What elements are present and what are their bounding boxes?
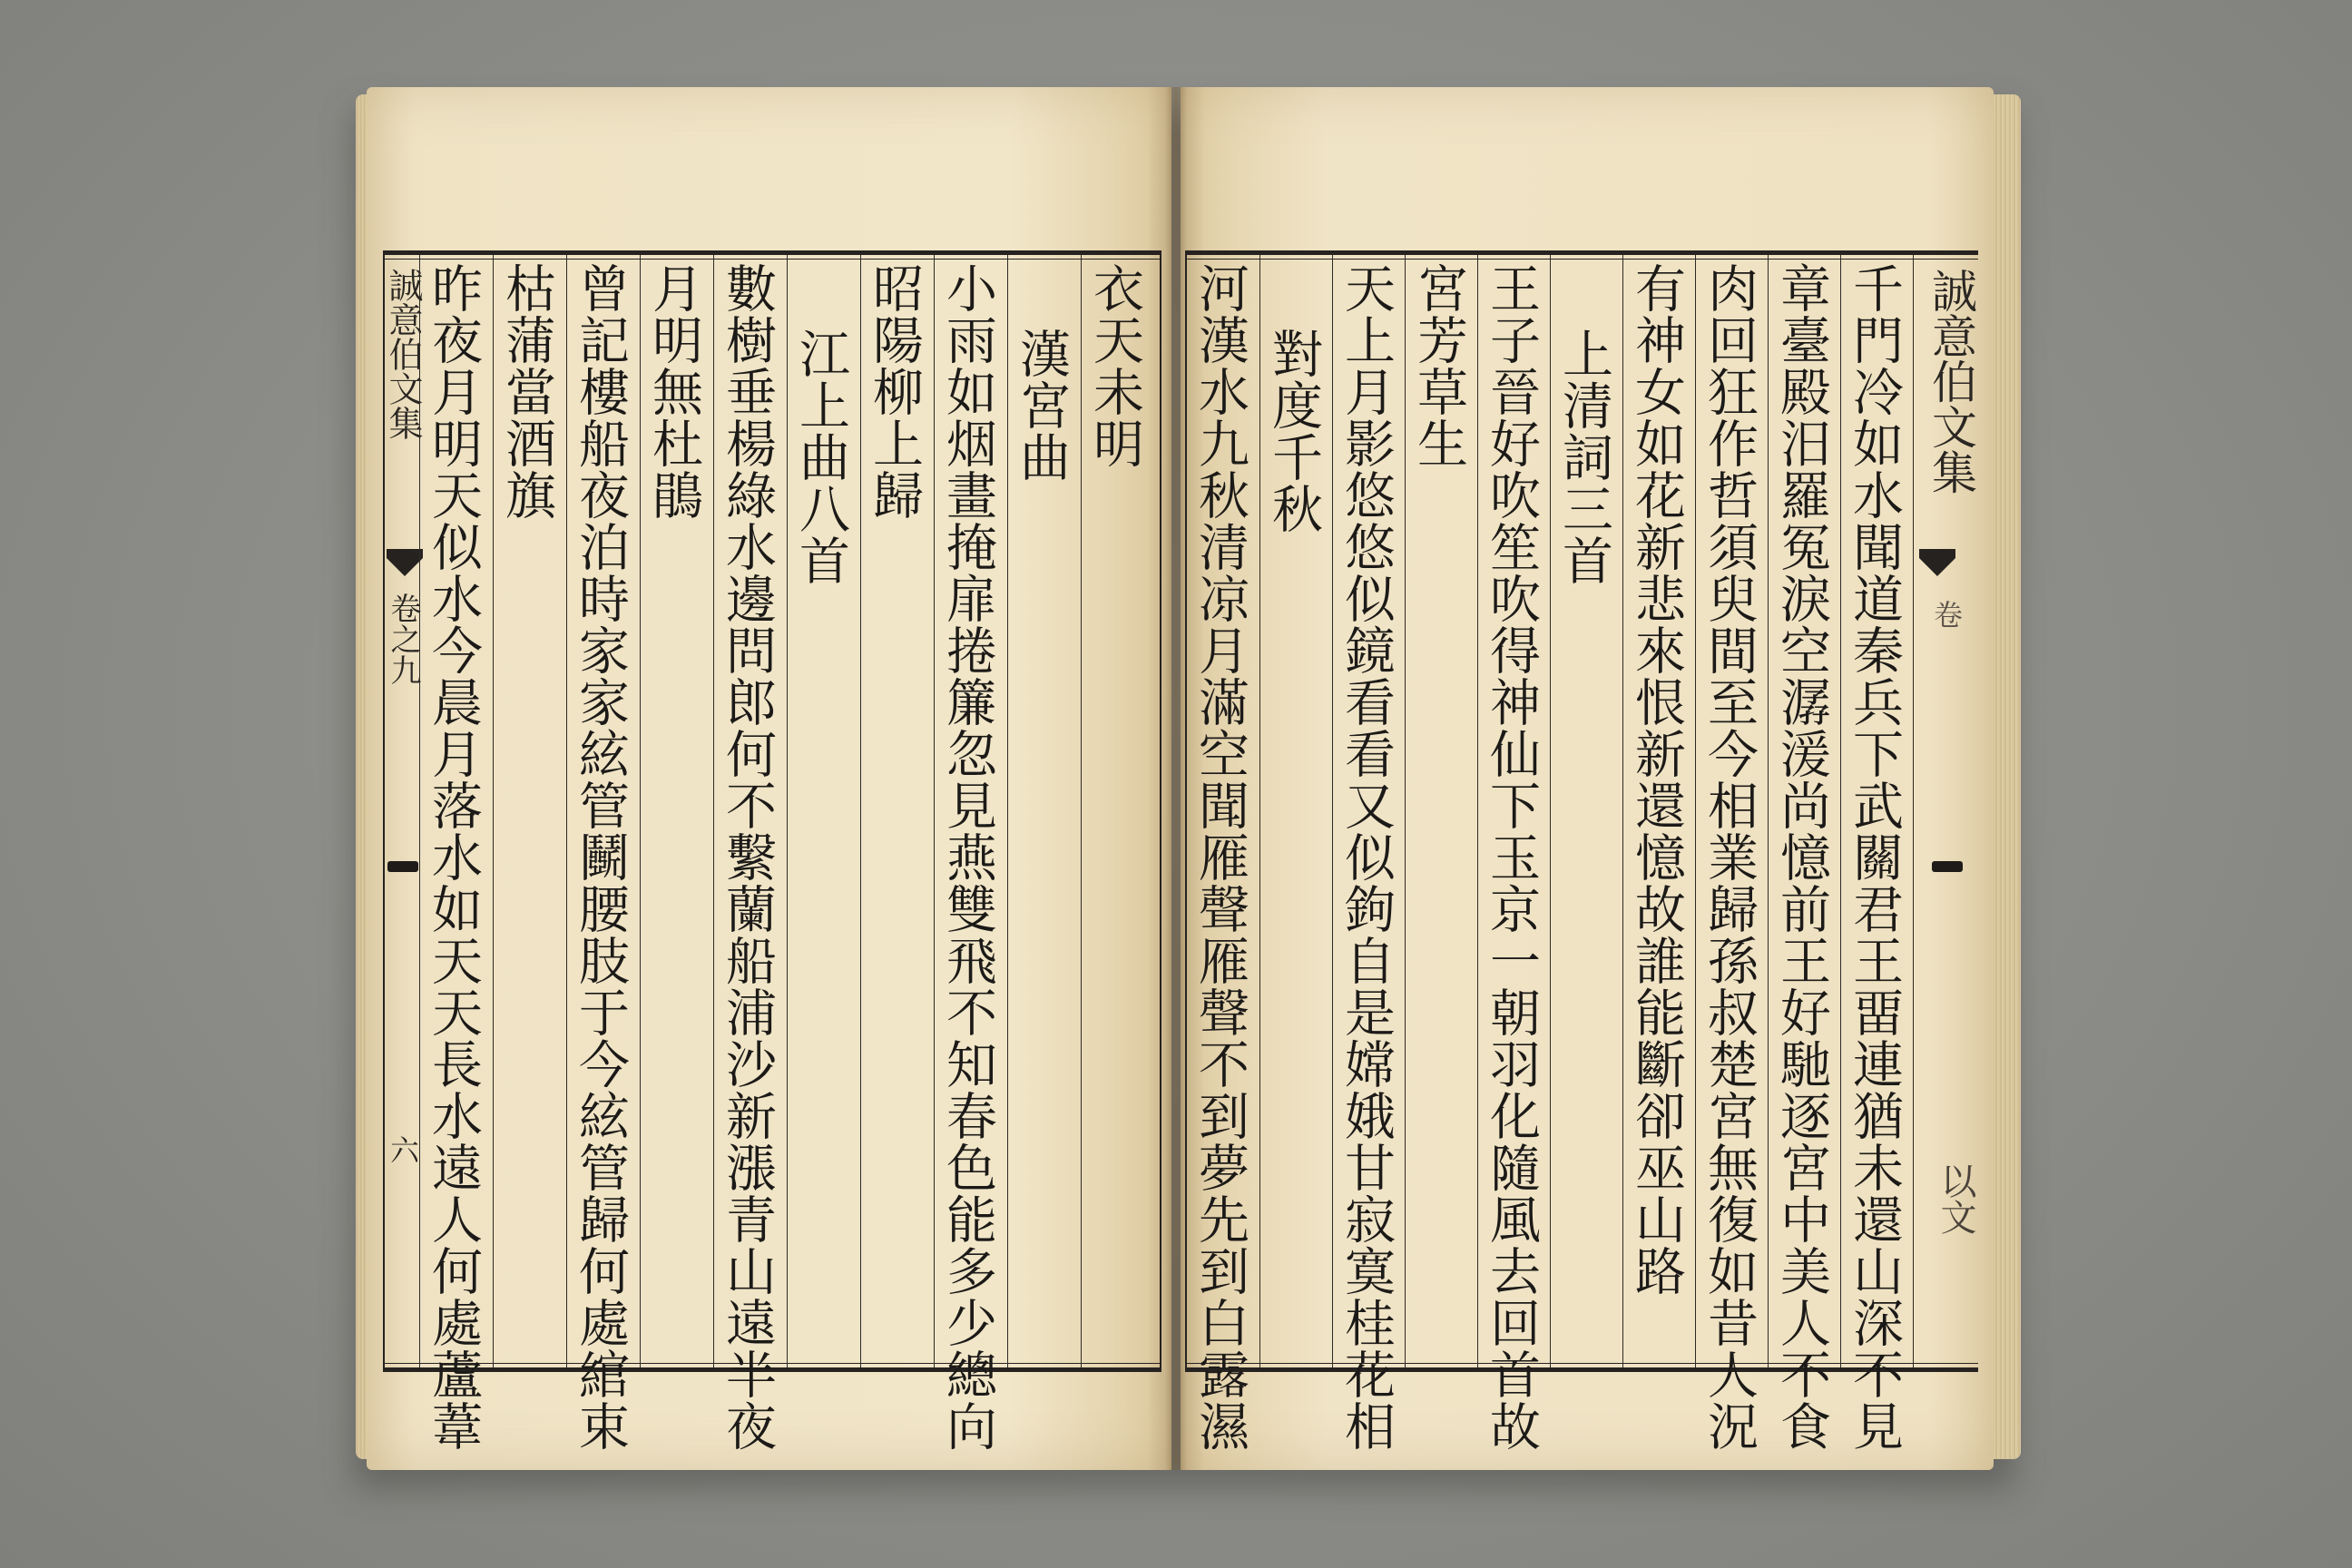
column-text: 天上月影悠悠似鏡看看又似鉤自是嫦娥甘寂寞桂花相 xyxy=(1337,262,1396,1452)
text-column xyxy=(566,255,632,1452)
left-spine-volume: 卷之九 xyxy=(385,593,421,685)
fish-tail-mark-icon xyxy=(387,549,423,582)
right-page-edges xyxy=(1994,94,2021,1459)
right-spine-block-mark xyxy=(1932,861,1963,872)
column-text: 昨夜月明天似水今晨月落水如天天長水遠人何處蘆葦 xyxy=(424,262,483,1452)
book-gutter xyxy=(1165,87,1187,1470)
column-text: 上清詞三首 xyxy=(1554,328,1613,586)
text-column xyxy=(1007,255,1073,1367)
right-spine-strip xyxy=(1913,255,1978,1367)
text-column xyxy=(493,255,558,1367)
right-spine-title: 誠意伯文集 xyxy=(1925,268,1977,495)
column-text: 千門冷如水聞道秦兵下武關君王畱連猶未還山深不見 xyxy=(1845,262,1904,1452)
column-text: 對度千秋 xyxy=(1264,328,1323,534)
column-text: 章臺殿汨羅冤淚空潺湲尚憶前王好馳逐宮中美人不食 xyxy=(1772,262,1831,1452)
text-column xyxy=(1695,255,1760,1452)
column-text: 曾記樓船夜泊時家家絃管鬭腰肢于今絃管歸何處綰束 xyxy=(571,262,630,1452)
text-column xyxy=(1550,255,1615,1367)
left-printed-frame xyxy=(383,250,1161,1452)
text-column xyxy=(1187,255,1252,1452)
left-spine-strip xyxy=(383,255,423,1367)
right-printed-frame xyxy=(1185,250,1978,1452)
right-spine-volume: 卷 xyxy=(1929,600,1964,629)
fish-tail-mark-icon xyxy=(1919,549,1955,582)
text-column xyxy=(860,255,926,1367)
text-column xyxy=(1622,255,1688,1367)
column-text: 枯蒲當酒旗 xyxy=(497,262,556,521)
text-column xyxy=(1405,255,1470,1367)
text-column xyxy=(1477,255,1543,1452)
left-spine-folio: 六 xyxy=(386,1135,420,1164)
column-text: 漢宮曲 xyxy=(1012,328,1071,483)
column-text: 宮芳草生 xyxy=(1409,262,1468,469)
text-column xyxy=(1081,255,1160,1367)
column-text: 有神女如花新悲來恨新還憶故誰能斷卻巫山路 xyxy=(1627,262,1686,1297)
column-text: 王子晉好吹笙吹得神仙下玉京一朝羽化隨風去回首故 xyxy=(1482,262,1541,1452)
text-column xyxy=(934,255,999,1452)
text-column xyxy=(419,255,485,1452)
column-text: 衣天未明 xyxy=(1085,262,1144,469)
handwritten-margin-note: 以文 xyxy=(1935,1162,1976,1235)
text-column xyxy=(640,255,705,1367)
column-text: 月明無杜鵑 xyxy=(644,262,703,521)
left-spine-title: 誠意伯文集 xyxy=(383,268,423,440)
column-text: 河漢水九秋清凉月滿空聞雁聲雁聲不到夢先到白露濕 xyxy=(1191,262,1250,1452)
left-spine-block-mark xyxy=(387,861,418,872)
text-column xyxy=(787,255,852,1367)
text-column xyxy=(1840,255,1906,1452)
column-text: 昭陽柳上歸 xyxy=(865,262,924,521)
text-column xyxy=(1259,255,1325,1367)
column-text: 肉回狂作哲須臾間至今相業歸孫叔楚宮無復如昔人況 xyxy=(1700,262,1759,1452)
column-text: 小雨如烟畫掩扉捲簾忽見燕雙飛不知春色能多少總向 xyxy=(938,262,997,1452)
text-column xyxy=(1332,255,1397,1452)
text-column xyxy=(713,255,779,1452)
column-text: 數樹垂楊綠水邊問郎何不繫蘭船浦沙新漲青山遠半夜 xyxy=(718,262,777,1452)
text-column xyxy=(1768,255,1833,1452)
column-text: 江上曲八首 xyxy=(791,328,850,586)
